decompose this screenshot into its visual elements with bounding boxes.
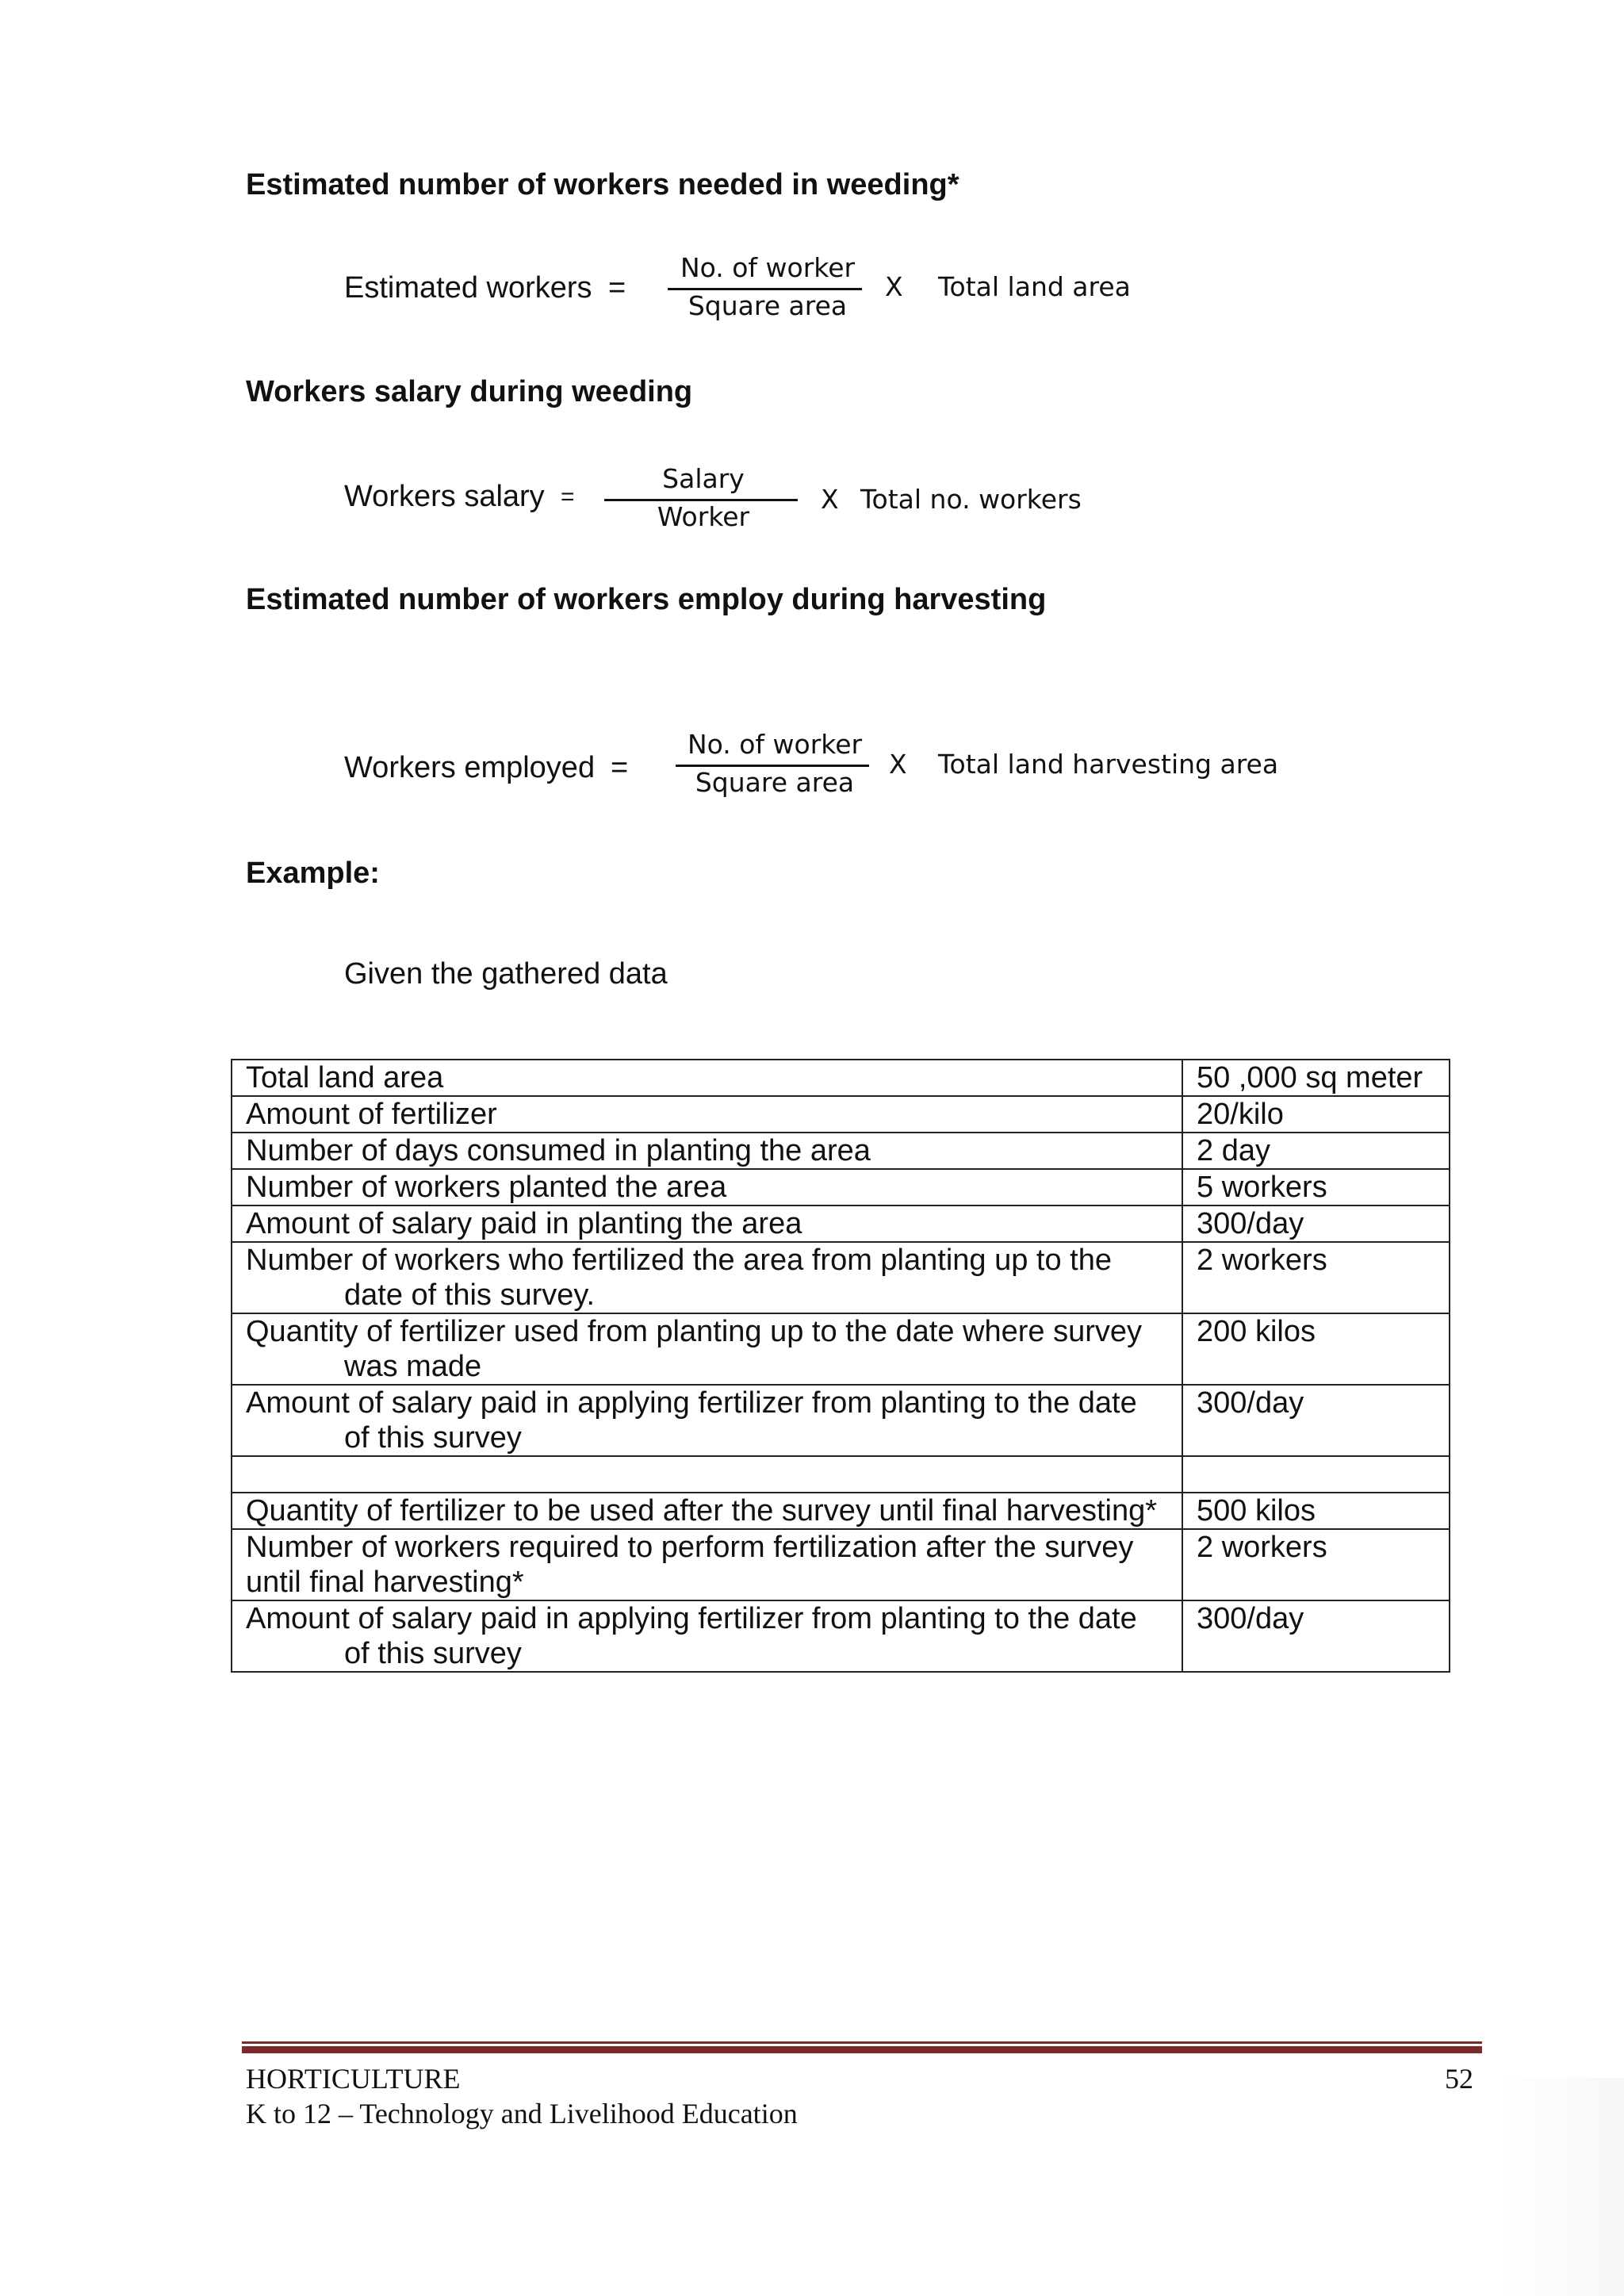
formula-label-estimated-workers: Estimated workers — [344, 271, 592, 305]
row-value: 300/day — [1182, 1600, 1450, 1672]
formula-multiplier: Total land harvesting area — [938, 749, 1279, 780]
row-label-text: Number of days consumed in planting the area — [246, 1134, 871, 1167]
fraction-numerator: No. of worker — [687, 729, 863, 760]
heading-workers-weeding: Estimated number of workers needed in weeding* — [246, 168, 959, 201]
heading-workers-harvesting: Estimated number of workers employ during harvesting — [246, 583, 1047, 616]
row-label-text: Amount of fertilizer — [246, 1098, 497, 1131]
fraction-denominator: Worker — [657, 501, 750, 532]
fraction-denominator: Square area — [688, 290, 848, 321]
row-label-text: Amount of salary paid in applying fertilizer from planting to the date — [246, 1386, 1137, 1420]
table-row — [232, 1096, 1450, 1133]
row-label-text: Quantity of fertilizer used from planting up to the date where survey — [246, 1315, 1143, 1348]
row-label — [232, 1385, 1182, 1456]
row-value: 50 ,000 sq meter — [1182, 1060, 1450, 1096]
row-value — [1182, 1456, 1450, 1493]
table-row — [232, 1493, 1450, 1529]
row-label — [232, 1133, 1182, 1169]
row-label-text: Amount of salary paid in planting the area — [246, 1207, 802, 1240]
table-row — [232, 1060, 1450, 1096]
row-label — [232, 1169, 1182, 1205]
row-value: 2 day — [1182, 1133, 1450, 1169]
row-label-text: Number of workers who fertilized the area from planting up to the — [246, 1244, 1112, 1277]
multiply-sign: X — [885, 271, 903, 302]
heading-workers-salary: Workers salary during weeding — [246, 375, 693, 408]
row-label-continuation: was made — [344, 1350, 482, 1383]
row-label — [232, 1529, 1182, 1600]
table-row — [232, 1313, 1450, 1385]
footer-subject: HORTICULTURE — [246, 2063, 461, 2095]
table-row — [232, 1385, 1450, 1456]
row-value: 20/kilo — [1182, 1096, 1450, 1133]
page-edge-shadow — [1497, 2078, 1624, 2296]
row-label-text: Total land area — [246, 1061, 444, 1094]
example-intro: Given the gathered data — [344, 957, 668, 991]
row-label-continuation: of this survey — [344, 1637, 522, 1670]
row-label — [232, 1493, 1182, 1529]
row-label-continuation: date of this survey. — [344, 1278, 596, 1312]
table-row — [232, 1133, 1450, 1169]
formula-multiplier: Total land area — [938, 271, 1131, 302]
formula-multiplier: Total no. workers — [860, 484, 1082, 515]
row-label-text: Quantity of fertilizer to be used after the survey until final harvesting* — [246, 1494, 1158, 1527]
row-label — [232, 1456, 1182, 1493]
row-label-text: Number of workers planted the area — [246, 1171, 727, 1204]
formula-label-workers-salary: Workers salary — [344, 480, 545, 513]
equals-sign: = — [611, 751, 629, 784]
row-label — [232, 1600, 1182, 1672]
row-label — [232, 1060, 1182, 1096]
footer-rule-top — [242, 2041, 1482, 2044]
page-number: 52 — [1445, 2063, 1473, 2095]
row-label — [232, 1096, 1182, 1133]
row-value: 200 kilos — [1182, 1313, 1450, 1385]
table-row — [232, 1169, 1450, 1205]
fraction-numerator: No. of worker — [680, 252, 856, 283]
row-value: 300/day — [1182, 1205, 1450, 1242]
multiply-sign: X — [821, 484, 839, 515]
example-heading: Example: — [246, 857, 380, 890]
row-value: 5 workers — [1182, 1169, 1450, 1205]
row-value: 300/day — [1182, 1385, 1450, 1456]
row-value: 2 workers — [1182, 1529, 1450, 1600]
row-label — [232, 1313, 1182, 1385]
row-value: 500 kilos — [1182, 1493, 1450, 1529]
row-value: 2 workers — [1182, 1242, 1450, 1313]
table-row — [232, 1529, 1450, 1600]
table-row-empty — [232, 1456, 1450, 1493]
footer-course: K to 12 – Technology and Livelihood Education — [246, 2098, 798, 2129]
row-label-continuation: until final harvesting* — [246, 1566, 524, 1599]
equals-sign: = — [608, 271, 626, 305]
row-label-continuation: of this survey — [344, 1421, 522, 1455]
fraction-denominator: Square area — [695, 767, 855, 798]
footer-rule-bottom — [242, 2046, 1482, 2053]
fraction-numerator: Salary — [662, 463, 745, 494]
table-row — [232, 1600, 1450, 1672]
formula-label-workers-employed: Workers employed — [344, 751, 596, 784]
multiply-sign: X — [889, 749, 907, 780]
row-label-text: Amount of salary paid in applying fertilizer from planting to the date — [246, 1602, 1137, 1635]
equals-sign: = — [561, 484, 575, 510]
table-row — [232, 1205, 1450, 1242]
gathered-data-table — [231, 1059, 1450, 1673]
row-label-text: Number of workers required to perform fertilization after the survey — [246, 1531, 1134, 1564]
row-label — [232, 1242, 1182, 1313]
row-label — [232, 1205, 1182, 1242]
table-row — [232, 1242, 1450, 1313]
